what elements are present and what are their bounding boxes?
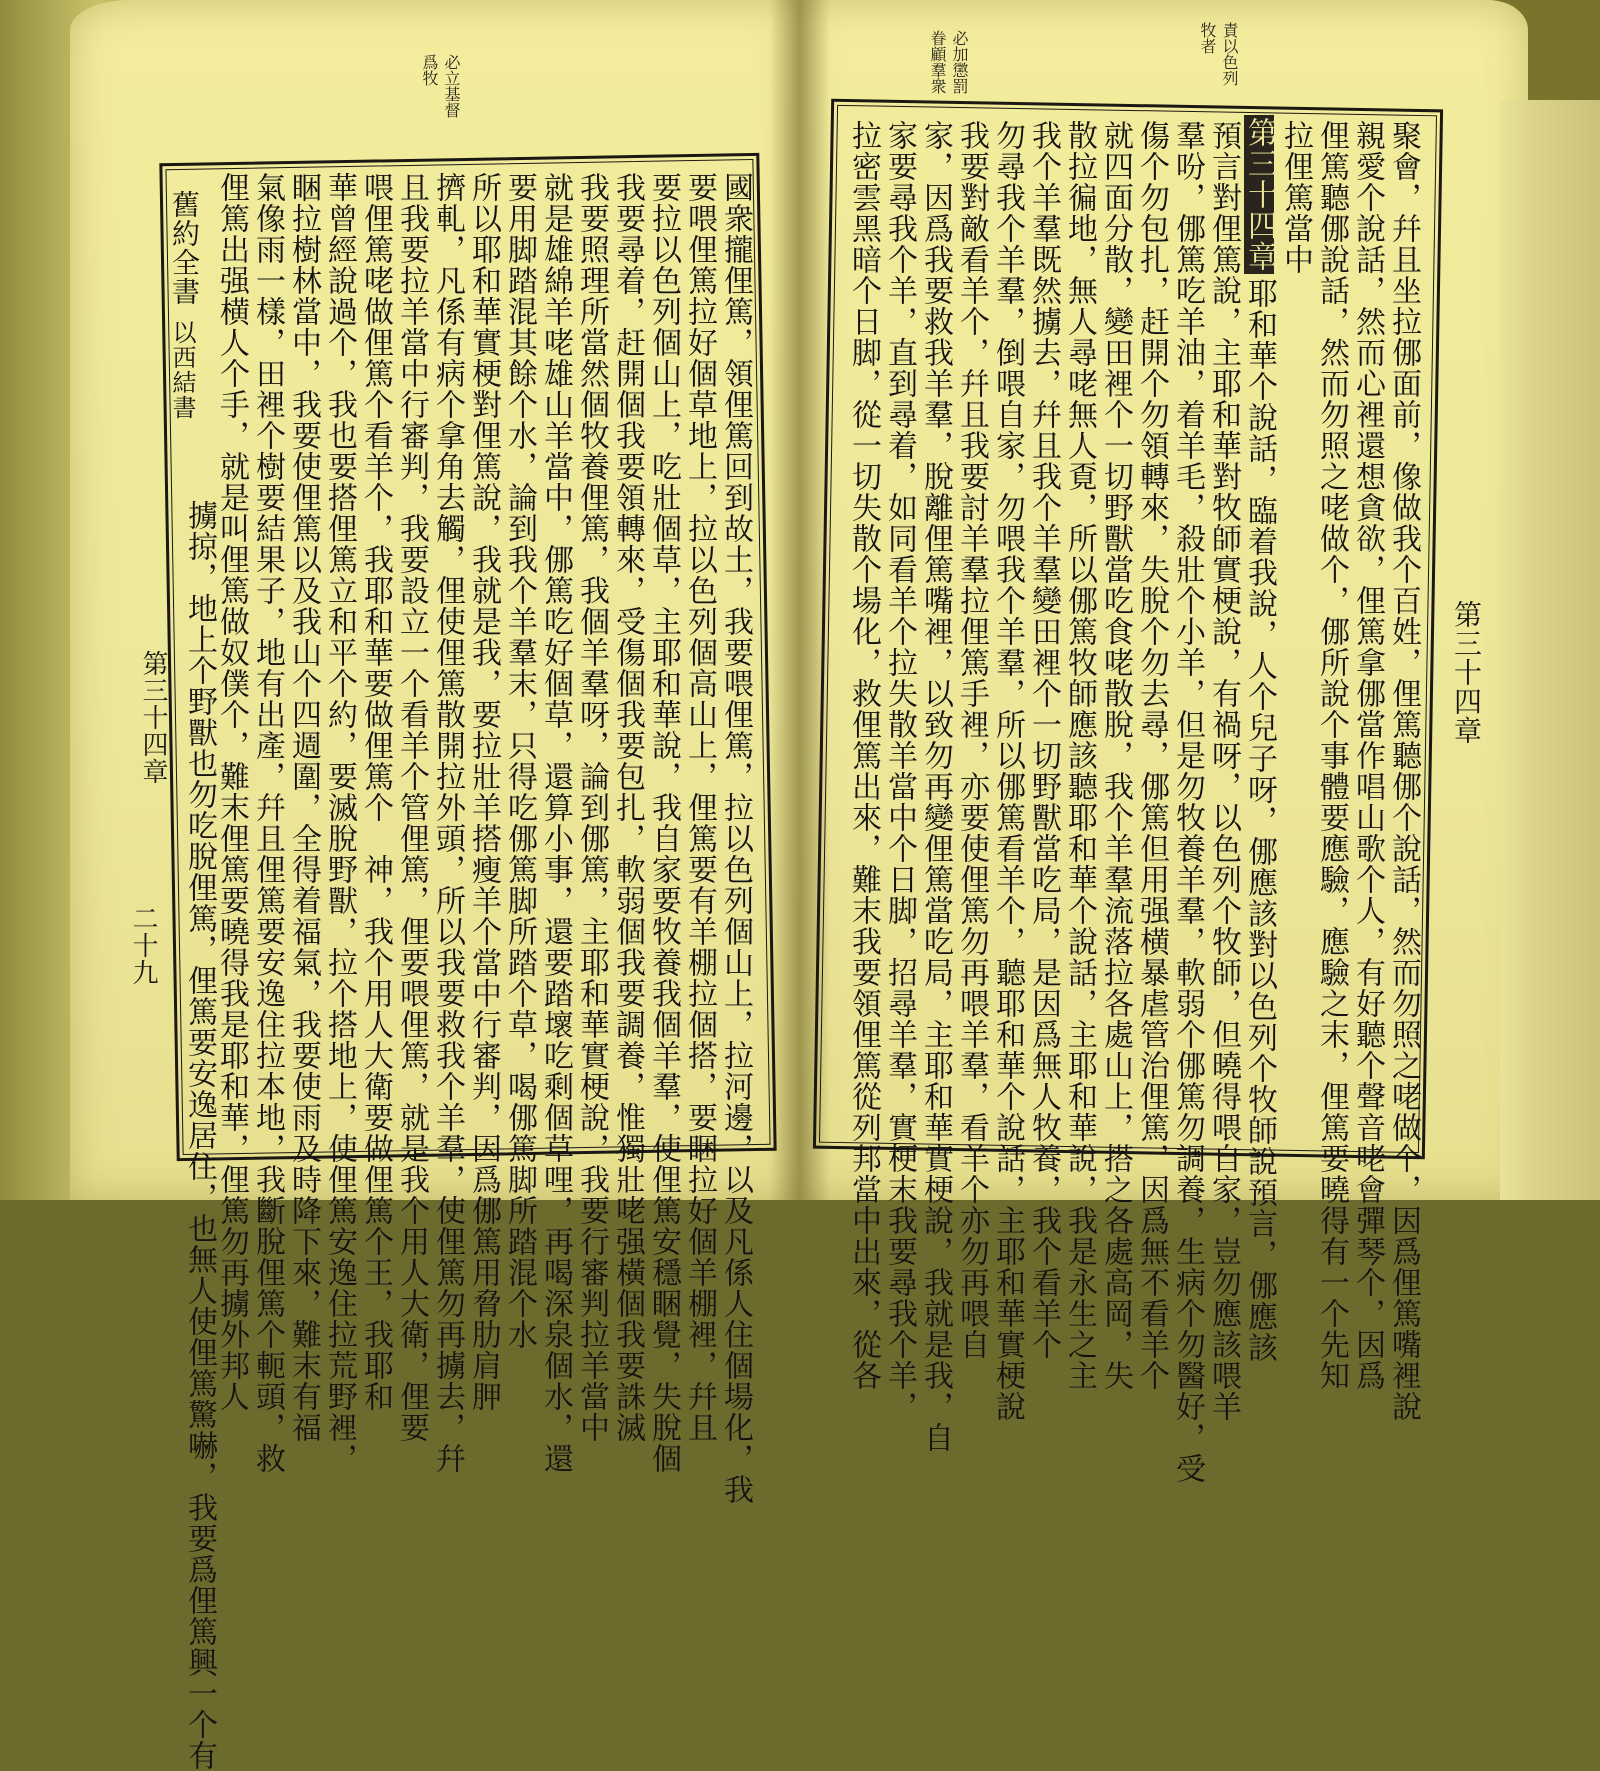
left-margin-title: 舊約全書 <box>168 190 201 306</box>
left-text-column: 要喂俚篤拉好個草地上，拉以色列個高山上，俚篤要有羊棚拉個搭，要睏拉好個羊棚裡，幷且 <box>682 172 717 1443</box>
left-text-column: 我要照理所當然個牧養俚篤，我個羊羣呀，論到㑚篤，主耶和華實梗說，我要行審判拉羊當中 <box>574 172 609 1443</box>
left-text-column: 要用脚踏混其餘个水，論到我个羊羣末，只得吃㑚篤脚所踏个草，喝㑚篤脚所踏混个水 <box>502 172 537 1350</box>
left-text-column: 要拉以色列個山上，吃壯個草，主耶和華說，我自家要牧養我個羊羣，使俚篤安穩睏覺，失脫個 <box>646 172 681 1474</box>
chapter-heading-box <box>1236 115 1277 1363</box>
left-text-column: 我要尋着，赶開個我要領轉來，受傷個我要包扎，軟弱個我要調養，惟獨壯咾强橫個我要誅滅 <box>610 172 645 1443</box>
right-text-column: 拉俚篤當中 <box>1278 120 1313 275</box>
left-text-column: 喂俚篤咾做俚篤个看羊个，我耶和華要做俚篤个 神，我个用人大衛要做俚篤个王，我耶和 <box>358 172 393 1412</box>
right-text-column: 俚篤聽㑚說話，然而勿照之咾做个，㑚所說个事體要應驗，應驗之末，俚篤要曉得有一个先知 <box>1314 120 1349 1391</box>
right-header-note-2: 牧者 <box>1198 22 1217 54</box>
left-text-column: 華曾經說過个，我也要搭俚篤立和平个約，要滅脫野獸，拉个搭地上，使俚篤安逸住拉荒野裡， <box>322 172 357 1474</box>
left-text-column: 且我要拉羊當中行審判，我要設立一个看羊个管俚篤，俚要喂俚篤，就是我个用人大衛，俚要 <box>394 172 429 1443</box>
right-text-column: 傷个勿包扎，赶開个勿領轉來，失脫个勿去尋，㑚篤但用强横暴虐管治俚篤，因爲無不看羊个 <box>1134 120 1169 1391</box>
left-header-line-1: 必立基督 <box>442 54 461 118</box>
right-margin-chapter: 第三十四章 <box>1450 600 1483 745</box>
left-text-column: 所以耶和華實梗對俚篤說，我就是我，要拉壯羊搭瘦羊个當中行審判，因爲㑚篤用脅肋肩胛 <box>466 172 501 1412</box>
page-edge <box>1500 100 1600 1200</box>
right-text-column: 拉密雲黑暗个日脚，從一切失散个場化，救俚篤出來，難末我要領俚篤從列邦當中出來，從各 <box>846 120 881 1391</box>
right-text-column: 聚會，幷且坐拉㑚面前，像做我个百姓，俚篤聽㑚个說話，然而勿照之咾做个，因爲俚篤嘴裡說 <box>1386 120 1421 1422</box>
left-text-column: 國衆攏俚篤，領俚篤回到故土，我要喂俚篤，拉以色列個山上，拉河邊，以及凡係人住個場化，我 <box>718 172 753 1505</box>
right-text-column: 就四面分散，變田裡个一切野獸當吃食咾散脫，我个羊羣流落拉各處山上，搭之各處高岡，失 <box>1098 120 1133 1391</box>
left-text-column: 擄掠，地上个野獸也勿吃脫俚篤，俚篤要安逸居住，也無人使俚篤驚嚇，我要爲俚篤興一个有 <box>182 500 217 1771</box>
right-text-column: 親愛个說話，然而心裡還想貪欲，俚篤拿㑚當作唱山歌个人，有好聽个聲音咾會彈琴个，因爲 <box>1350 120 1385 1391</box>
right-text-column: 散拉徧地，無人尋咾無人覔，所以㑚篤牧師應該聽耶和華个說話，主耶和華說，我是永生之主 <box>1062 120 1097 1391</box>
left-text-column: 俚篤出强横人个手，就是叫俚篤做奴僕个，難末俚篤要曉得我是耶和華，俚篤勿再擄外邦人 <box>214 172 249 1412</box>
page-number: 二十九 <box>128 905 158 986</box>
left-header-line-2: 爲牧 <box>420 54 439 86</box>
right-text-column: 家要尋我个羊，直到尋着，如同看羊个拉失散羊當中个日脚，招尋羊羣，實梗末我要尋我个羊， <box>882 120 917 1422</box>
left-text-column: 就是雄綿羊咾雄山羊當中，㑚篤吃好個草，還算小事，還要踏壞吃剩個草哩，再喝深泉個水，還 <box>538 172 573 1474</box>
right-header-note-3: 必加懲罰 <box>950 30 969 94</box>
chapter-heading: 第三十四章 <box>1242 117 1277 272</box>
left-text-column: 睏拉樹林當中，我要使俚篤以及我山个四週圍，全得着福氣，我要使雨及時降下來，難末有福 <box>286 172 321 1443</box>
left-margin-book: 以西結書 <box>168 320 196 420</box>
right-text-column: 我个羊羣既然擄去，幷且我个羊羣變田裡个一切野獸當吃局，是因爲無人牧養，我个看羊个 <box>1026 120 1061 1360</box>
right-text-column: 我要對敵看羊个，幷且我要討羊羣拉俚篤手裡，亦要使俚篤勿再喂羊羣，看羊个亦勿再喂自 <box>954 120 989 1360</box>
right-header-note-4: 眷顧羣衆 <box>928 30 947 94</box>
left-margin-chapter: 第三十四章 <box>138 650 168 785</box>
right-text-column: 耶和華个說話，臨着我說，人个兒子呀，㑚應該對以色列个牧師說預言，㑚應該 <box>1242 278 1277 1363</box>
right-text-column: 羣吩，㑚篤吃羊油，着羊毛，殺壯个小羊，但是勿牧養羊羣，軟弱个㑚篤勿調養，生病个勿醫好，受 <box>1170 120 1205 1484</box>
right-header-note-1: 責以色列 <box>1220 22 1239 86</box>
right-text-column: 預言對俚篤說，主耶和華對牧師實梗說，有禍呀，以色列个牧師，但曉得喂自家，豈勿應該喂羊 <box>1206 120 1241 1422</box>
left-text-column: 擠軋，凡係有病个拿角去觸，俚使俚篤散開拉外頭，所以我要救我个羊羣，使俚篤勿再擄去，幷 <box>430 172 465 1474</box>
right-text-column: 勿尋我个羊羣，倒喂自家，勿喂我个羊羣，所以㑚篤看羊个，聽耶和華个說話，主耶和華實梗說 <box>990 120 1025 1422</box>
right-text-column: 家，因爲我要救我羊羣，脫離俚篤嘴裡，以致勿再變俚篤當吃局，主耶和華實梗說，我就是我，自 <box>918 120 953 1453</box>
left-text-column: 氣像雨一樣，田裡个樹要結果子，地有出產，幷且俚篤要安逸住拉本地，我斷脫俚篤个軛頭，救 <box>250 172 285 1474</box>
